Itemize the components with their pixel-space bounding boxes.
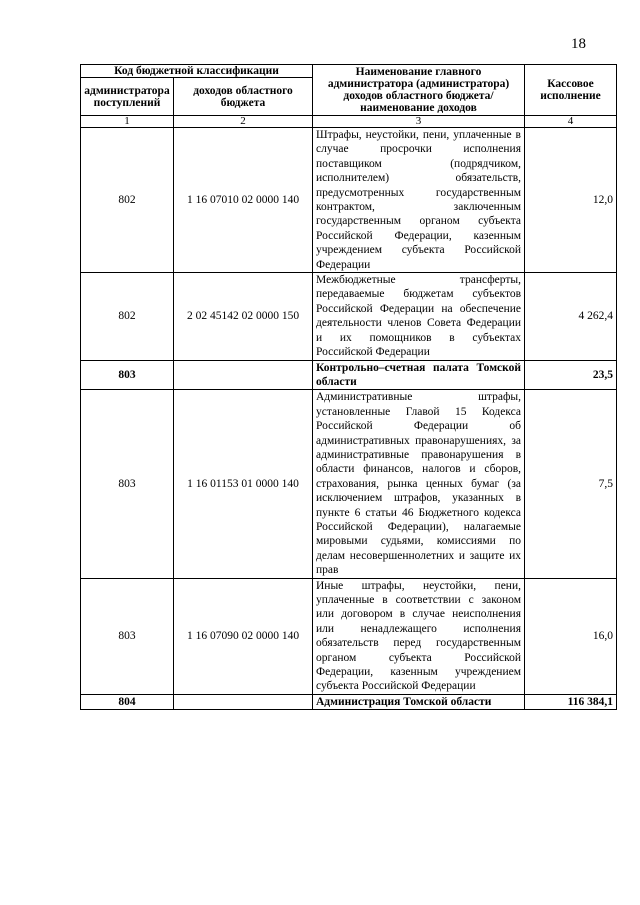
amount-cell: 12,0 (525, 128, 617, 273)
header-name: Наименование главного администратора (администратора) доходов областного бюджета/ наименование доходов (313, 65, 525, 116)
column-number: 2 (174, 116, 313, 128)
table-row (81, 390, 617, 578)
budget-table (80, 64, 617, 710)
admin-code-cell: 804 (81, 694, 174, 709)
amount-cell: 7,5 (525, 390, 617, 578)
admin-code-cell: 803 (81, 390, 174, 578)
table-row-administrator (81, 694, 617, 709)
revenue-code-cell: 1 16 07090 02 0000 140 (174, 578, 313, 694)
page-number: 18 (571, 36, 586, 52)
table-row (81, 578, 617, 694)
revenue-code-cell (174, 360, 313, 390)
amount-cell: 116 384,1 (525, 694, 617, 709)
column-number: 1 (81, 116, 174, 128)
amount-cell: 23,5 (525, 360, 617, 390)
revenue-code-cell (174, 694, 313, 709)
revenue-code-cell: 1 16 01153 01 0000 140 (174, 390, 313, 578)
header-code-group: Код бюджетной классификации (81, 65, 313, 78)
amount-cell: 16,0 (525, 578, 617, 694)
header-admin: администратора поступлений (81, 78, 174, 116)
column-number: 3 (313, 116, 525, 128)
revenue-name-cell: Иные штрафы, неустойки, пени, уплаченные в соответствии с законом или договором в случае неисполнения или ненадлежащего исполнения обязательств перед государственным органом субъекта Российской Федерации, казенным учреждением субъекта Российской Федерации (313, 578, 525, 694)
admin-code-cell: 803 (81, 578, 174, 694)
administrator-name-cell: Контрольно–счетная палата Томской области (313, 360, 525, 390)
column-number-row (81, 116, 617, 128)
admin-code-cell: 802 (81, 128, 174, 273)
amount-cell: 4 262,4 (525, 273, 617, 360)
header-amount: Кассовое исполнение (525, 65, 617, 116)
revenue-name-cell: Межбюджетные трансферты, передаваемые бюджетам субъектов Российской Федерации на обеспечение деятельности членов Совета Федерации и их помощников в субъектах Российской Федерации (313, 273, 525, 360)
column-number: 4 (525, 116, 617, 128)
admin-code-cell: 803 (81, 360, 174, 390)
revenue-code-cell: 1 16 07010 02 0000 140 (174, 128, 313, 273)
administrator-name-cell: Администрация Томской области (313, 694, 525, 709)
table-row (81, 128, 617, 273)
revenue-code-cell: 2 02 45142 02 0000 150 (174, 273, 313, 360)
revenue-name-cell: Штрафы, неустойки, пени, уплаченные в случае просрочки исполнения поставщиком (подрядчиком, исполнителем) обязательств, предусмотренных государственным контрактом, заключенным государственным органом субъекта Российской Федерации, казенным учреждением субъекта Российской Федерации (313, 128, 525, 273)
revenue-name-cell: Административные штрафы, установленные Главой 15 Кодекса Российской Федерации об административных правонарушениях, за административные правонарушения в области финансов, налогов и сборов, страхования, рынка ценных бумаг (за исключением штрафов, указанных в пункте 6 статьи 46 Бюджетного кодекса Российской Федерации), налагаемые мировыми судьями, комиссиями по делам несовершеннолетних и защите их прав (313, 390, 525, 578)
table-row (81, 273, 617, 360)
admin-code-cell: 802 (81, 273, 174, 360)
header-revenue: доходов областного бюджета (174, 78, 313, 116)
table-row-administrator (81, 360, 617, 390)
